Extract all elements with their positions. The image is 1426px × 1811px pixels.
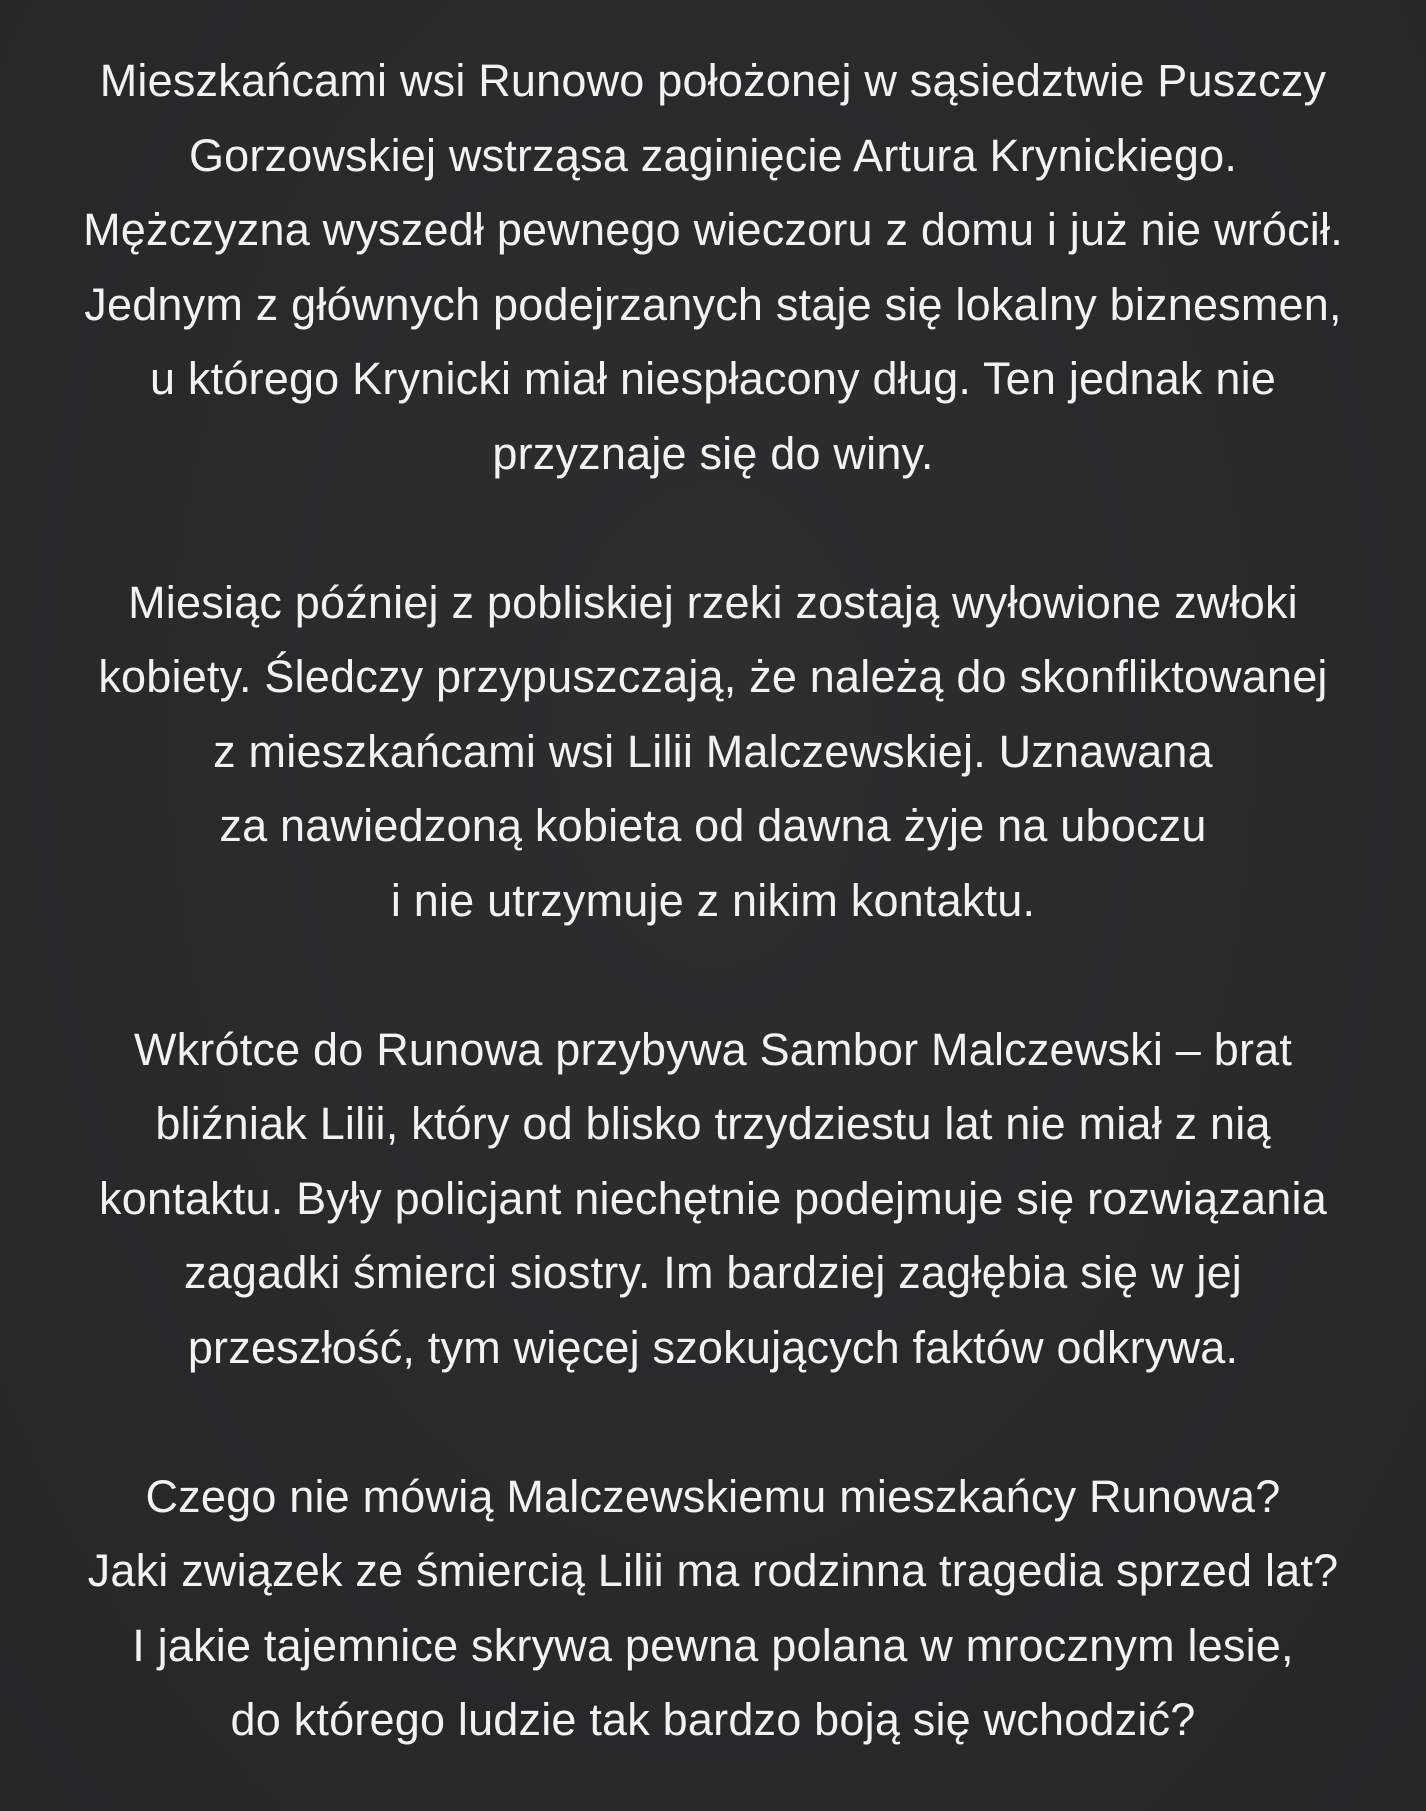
text-line: I jakie tajemnice skrywa pewna polana w mrocznym lesie, <box>132 1619 1294 1671</box>
text-line: i nie utrzymuje z nikim kontaktu. <box>390 874 1036 926</box>
text-line: Jednym z głównych podejrzanych staje się lokalny biznesmen, <box>84 278 1342 330</box>
text-line: u którego Krynicki miał niespłacony dług. Ten jednak nie <box>149 353 1276 404</box>
text-line: kontaktu. Były policjant niechętnie podejmuje się rozwiązania <box>99 1172 1327 1224</box>
text-line: przyznaje się do winy. <box>492 427 934 479</box>
text-line: Mieszkańcami wsi Runowo położonej w sąsiedztwie Puszczy <box>99 55 1327 106</box>
text-line: Czego nie mówią Malczewskiemu mieszkańcy Runowa? <box>145 1470 1281 1522</box>
text-line: bliźniak Lilii, który od blisko trzydziestu lat nie miał z nią <box>155 1098 1271 1149</box>
paragraph-4 <box>40 1460 1386 1758</box>
paragraph-3 <box>40 1013 1386 1386</box>
text-line: kobiety. Śledczy przypuszczają, że należą do skonfliktowanej <box>98 651 1328 702</box>
text-line: Wkrótce do Runowa przybywa Sambor Malczewski – brat <box>133 1023 1293 1075</box>
text-line: przeszłość, tym więcej szokujących faktów odkrywa. <box>187 1321 1239 1373</box>
text-line: Mężczyzna wyszedł pewnego wieczoru z domu i już nie wrócił. <box>83 204 1343 255</box>
text-line: Gorzowskiej wstrząsa zaginięcie Artura Krynickiego. <box>188 129 1238 181</box>
text-line: Miesiąc później z pobliskiej rzeki zostają wyłowione zwłoki <box>128 576 1298 628</box>
text-line: z mieszkańcami wsi Lilii Malczewskiej. Uznawana <box>213 725 1213 777</box>
paragraph-1 <box>40 44 1386 491</box>
text-line: do którego ludzie tak bardzo boją się wchodzić? <box>230 1694 1196 1745</box>
text-line: za nawiedzoną kobieta od dawna żyje na uboczu <box>219 800 1207 851</box>
paragraph-2 <box>40 566 1386 939</box>
text-line: zagadki śmierci siostry. Im bardziej zagłębia się w jej <box>183 1247 1243 1298</box>
blurb-text <box>40 44 1386 1758</box>
text-line: Jaki związek ze śmiercią Lilii ma rodzinna tragedia sprzed lat? <box>87 1545 1339 1596</box>
